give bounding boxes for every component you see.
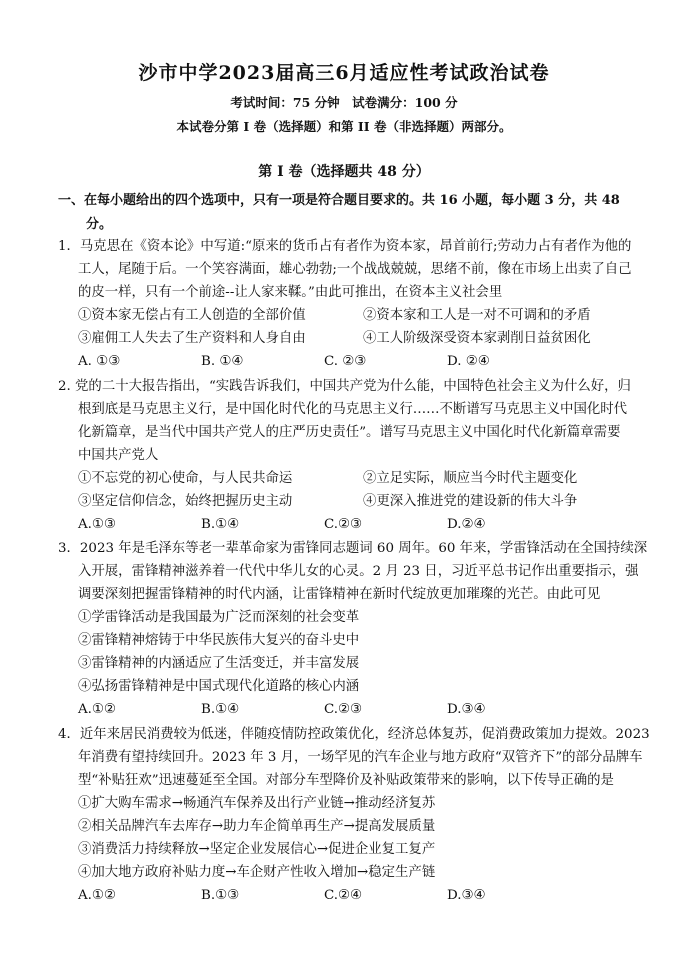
question-stem-line: 4．近年来居民消费较为低迷，伴随疫情防控政策优化，经济总体复苏，促消费政策加力提效。2023 bbox=[58, 727, 650, 742]
parts-note: 本试卷分第 I 卷（选择题）和第 II 卷（非选择题）两部分。 bbox=[176, 119, 512, 134]
option-c: C.②④ bbox=[324, 888, 363, 903]
statement-1: ①学雷锋活动是我国最为广泛而深刻的社会变革 bbox=[78, 610, 360, 625]
option-d: D.②④ bbox=[447, 517, 486, 532]
statement-4: ④加大地方政府补贴力度→车企财产性收入增加→稳定生产链 bbox=[78, 865, 436, 880]
statement-1: ①扩大购车需求→畅通汽车保养及出行产业链→推动经济复苏 bbox=[78, 796, 436, 811]
option-a: A. ①③ bbox=[78, 354, 121, 369]
statement-1: ①不忘党的初心使命，与人民共命运 bbox=[78, 471, 293, 486]
question-stem-line: 年消费有望持续回升。2023 年 3 月，一场罕见的汽车企业与地方政府“双管齐下”的部分品牌车 bbox=[78, 750, 643, 765]
option-a: A.①② bbox=[78, 702, 116, 717]
statement-2: ②资本家和工人是一对不可调和的矛盾 bbox=[363, 308, 591, 323]
question-stem-line: 工人，尾随于后。一个笑容满面，雄心勃勃;一个战战兢兢，思绪不前，像在市场上出卖了自己 bbox=[78, 262, 632, 277]
statement-3: ③坚定信仰信念，始终把握历史主动 bbox=[78, 494, 293, 509]
option-d: D. ②④ bbox=[447, 354, 490, 369]
option-d: D.③④ bbox=[447, 702, 486, 717]
instruction-line: 分。 bbox=[86, 217, 113, 232]
statement-4: ④工人阶级深受资本家剥削日益贫困化 bbox=[363, 331, 591, 346]
statement-3: ③雷锋精神的内涵适应了生活变迁，并丰富发展 bbox=[78, 656, 360, 671]
statement-3: ③雇佣工人失去了生产资料和人身自由 bbox=[78, 331, 306, 346]
question-stem-line: 的皮一样，只有一个前途--让人家来鞣。”由此可推出，在资本主义社会里 bbox=[78, 285, 503, 300]
question-2 bbox=[58, 375, 658, 536]
option-a: A.①② bbox=[78, 888, 116, 903]
option-d: D.③④ bbox=[447, 888, 486, 903]
option-a: A.①③ bbox=[78, 517, 116, 532]
section-instruction bbox=[58, 189, 658, 237]
question-stem-line: 中国共产党人 bbox=[78, 448, 159, 463]
question-stem-line: 2. 党的二十大报告指出，“实践告诉我们，中国共产党为什么能，中国特色社会主义为什么好，归 bbox=[58, 379, 631, 394]
statement-2: ②相关品牌汽车去库存→助力车企简单再生产→提高发展质量 bbox=[78, 819, 436, 834]
question-stem-line: 入开展，雷锋精神滋养着一代代中华儿女的心灵。2 月 23 日，习近平总书记作出重要指示，强 bbox=[78, 564, 639, 579]
statement-3: ③消费活力持续释放→坚定企业发展信心→促进企业复工复产 bbox=[78, 842, 436, 857]
option-b: B. ①④ bbox=[201, 354, 244, 369]
option-c: C. ②③ bbox=[324, 354, 367, 369]
question-stem-line: 3．2023 年是毛泽东等老一辈革命家为雷锋同志题词 60 周年。60 年来，学雷锋活动在全国持续深 bbox=[58, 541, 648, 556]
statement-1: ①资本家无偿占有工人创造的全部价值 bbox=[78, 308, 306, 323]
part-title: 第 I 卷（选择题共 48 分） bbox=[258, 164, 430, 180]
question-stem-line: 调要深刻把握雷锋精神的时代内涵，让雷锋精神在新时代绽放更加璀璨的光芒。由此可见 bbox=[78, 587, 601, 602]
statement-2: ②雷锋精神熔铸于中华民族伟大复兴的奋斗史中 bbox=[78, 633, 360, 648]
option-b: B.①③ bbox=[201, 888, 240, 903]
instruction-line: 一、在每小题给出的四个选项中，只有一项是符合题目要求的。共 16 小题，每小题 3 分，共 48 bbox=[58, 193, 620, 208]
option-c: C.②③ bbox=[324, 702, 363, 717]
question-1 bbox=[58, 235, 658, 373]
option-b: B.①④ bbox=[201, 517, 240, 532]
question-3 bbox=[58, 537, 658, 721]
question-stem-line: 化新篇章，是当代中国共产党人的庄严历史责任”。谱写马克思主义中国化时代化新篇章需要 bbox=[78, 425, 621, 440]
question-stem-line: 根到底是马克思主义行，是中国化时代化的马克思主义行……不断谱写马克思主义中国化时代 bbox=[78, 402, 628, 417]
question-stem-line: 型“补贴狂欢”迅速蔓延至全国。对部分车型降价及补贴政策带来的影响，以下传导正确的是 bbox=[78, 773, 614, 788]
page-title: 沙市中学2023届高三6月适应性考试政治试卷 bbox=[138, 62, 550, 84]
question-4 bbox=[58, 723, 658, 907]
statement-2: ②立足实际，顺应当今时代主题变化 bbox=[363, 471, 578, 486]
question-stem-line: 1．马克思在《资本论》中写道:“原来的货币占有者作为资本家，昂首前行;劳动力占有者作为他的 bbox=[58, 239, 632, 254]
exam-info: 考试时间：75 分钟 试卷满分：100 分 bbox=[230, 95, 458, 110]
statement-4: ④更深入推进党的建设新的伟大斗争 bbox=[363, 494, 578, 509]
option-c: C.②③ bbox=[324, 517, 363, 532]
option-b: B.①④ bbox=[201, 702, 240, 717]
statement-4: ④弘扬雷锋精神是中国式现代化道路的核心内涵 bbox=[78, 679, 360, 694]
